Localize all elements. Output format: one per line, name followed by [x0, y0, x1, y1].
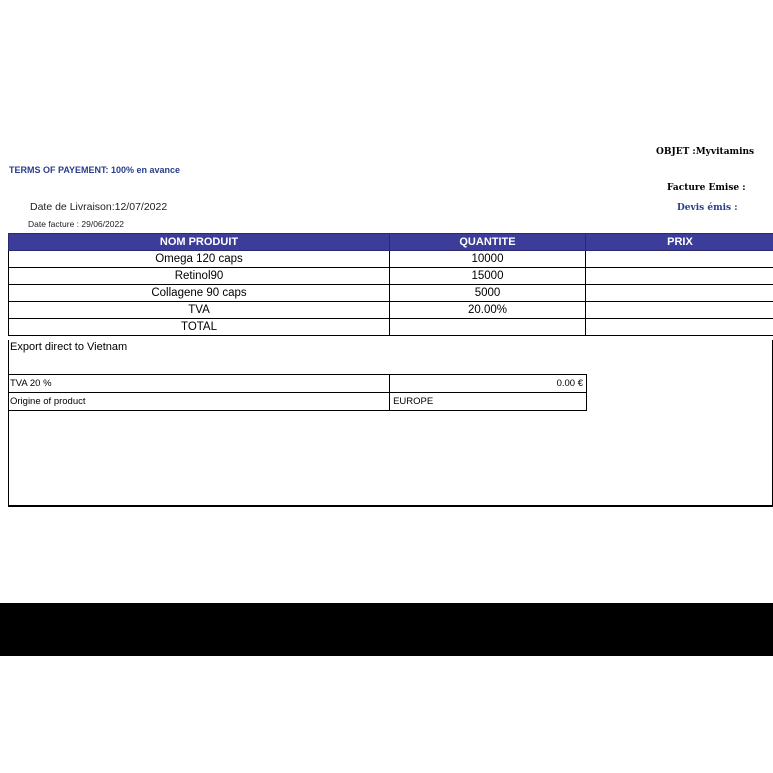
- quantity-cell: 10000: [390, 251, 586, 268]
- product-name-cell: Collagene 90 caps: [9, 285, 390, 302]
- price-cell: [586, 285, 773, 302]
- table-row: [9, 285, 773, 302]
- product-name-cell: Retinol90: [9, 268, 390, 285]
- total-price-cell: [586, 319, 773, 336]
- tva-summary-value: 0.00 €: [390, 375, 587, 393]
- header-price: PRIX: [586, 234, 773, 251]
- payment-terms: TERMS OF PAYEMENT: 100% en avance: [9, 165, 181, 175]
- table-row: [9, 251, 773, 268]
- price-cell: [586, 268, 773, 285]
- origin-label: Origine of product: [8, 393, 390, 411]
- tva-summary-label: TVA 20 %: [8, 375, 390, 393]
- summary-table: [8, 374, 587, 411]
- tva-label-cell: TVA: [9, 302, 390, 319]
- product-table: [8, 233, 773, 336]
- delivery-date: Date de Livraison:12/07/2022: [30, 201, 168, 213]
- black-band: [0, 603, 773, 656]
- frame-left-border: [8, 340, 9, 506]
- price-cell: [586, 251, 773, 268]
- quantity-cell: 5000: [390, 285, 586, 302]
- quote-issued-label: Devis émis :: [677, 203, 738, 213]
- table-row: [9, 319, 773, 336]
- origin-value: EUROPE: [390, 393, 587, 411]
- total-label-cell: TOTAL: [9, 319, 390, 336]
- header-quantity: QUANTITE: [390, 234, 586, 251]
- table-row: [9, 268, 773, 285]
- table-row: [9, 302, 773, 319]
- object-label: OBJET :Myvitamins: [656, 147, 755, 157]
- product-name-cell: Omega 120 caps: [9, 251, 390, 268]
- table-header-row: [9, 234, 773, 251]
- total-quantity-cell: [390, 319, 586, 336]
- frame-bottom-border: [8, 505, 773, 507]
- invoice-date: Date facture : 29/06/2022: [28, 219, 124, 229]
- export-note: Export direct to Vietnam: [10, 341, 128, 353]
- table-row: [8, 375, 587, 393]
- table-row: [8, 393, 587, 411]
- invoice-issued-label: Facture Emise :: [667, 183, 746, 193]
- header-product-name: NOM PRODUIT: [9, 234, 390, 251]
- tva-rate-cell: 20.00%: [390, 302, 586, 319]
- quantity-cell: 15000: [390, 268, 586, 285]
- tva-price-cell: [586, 302, 773, 319]
